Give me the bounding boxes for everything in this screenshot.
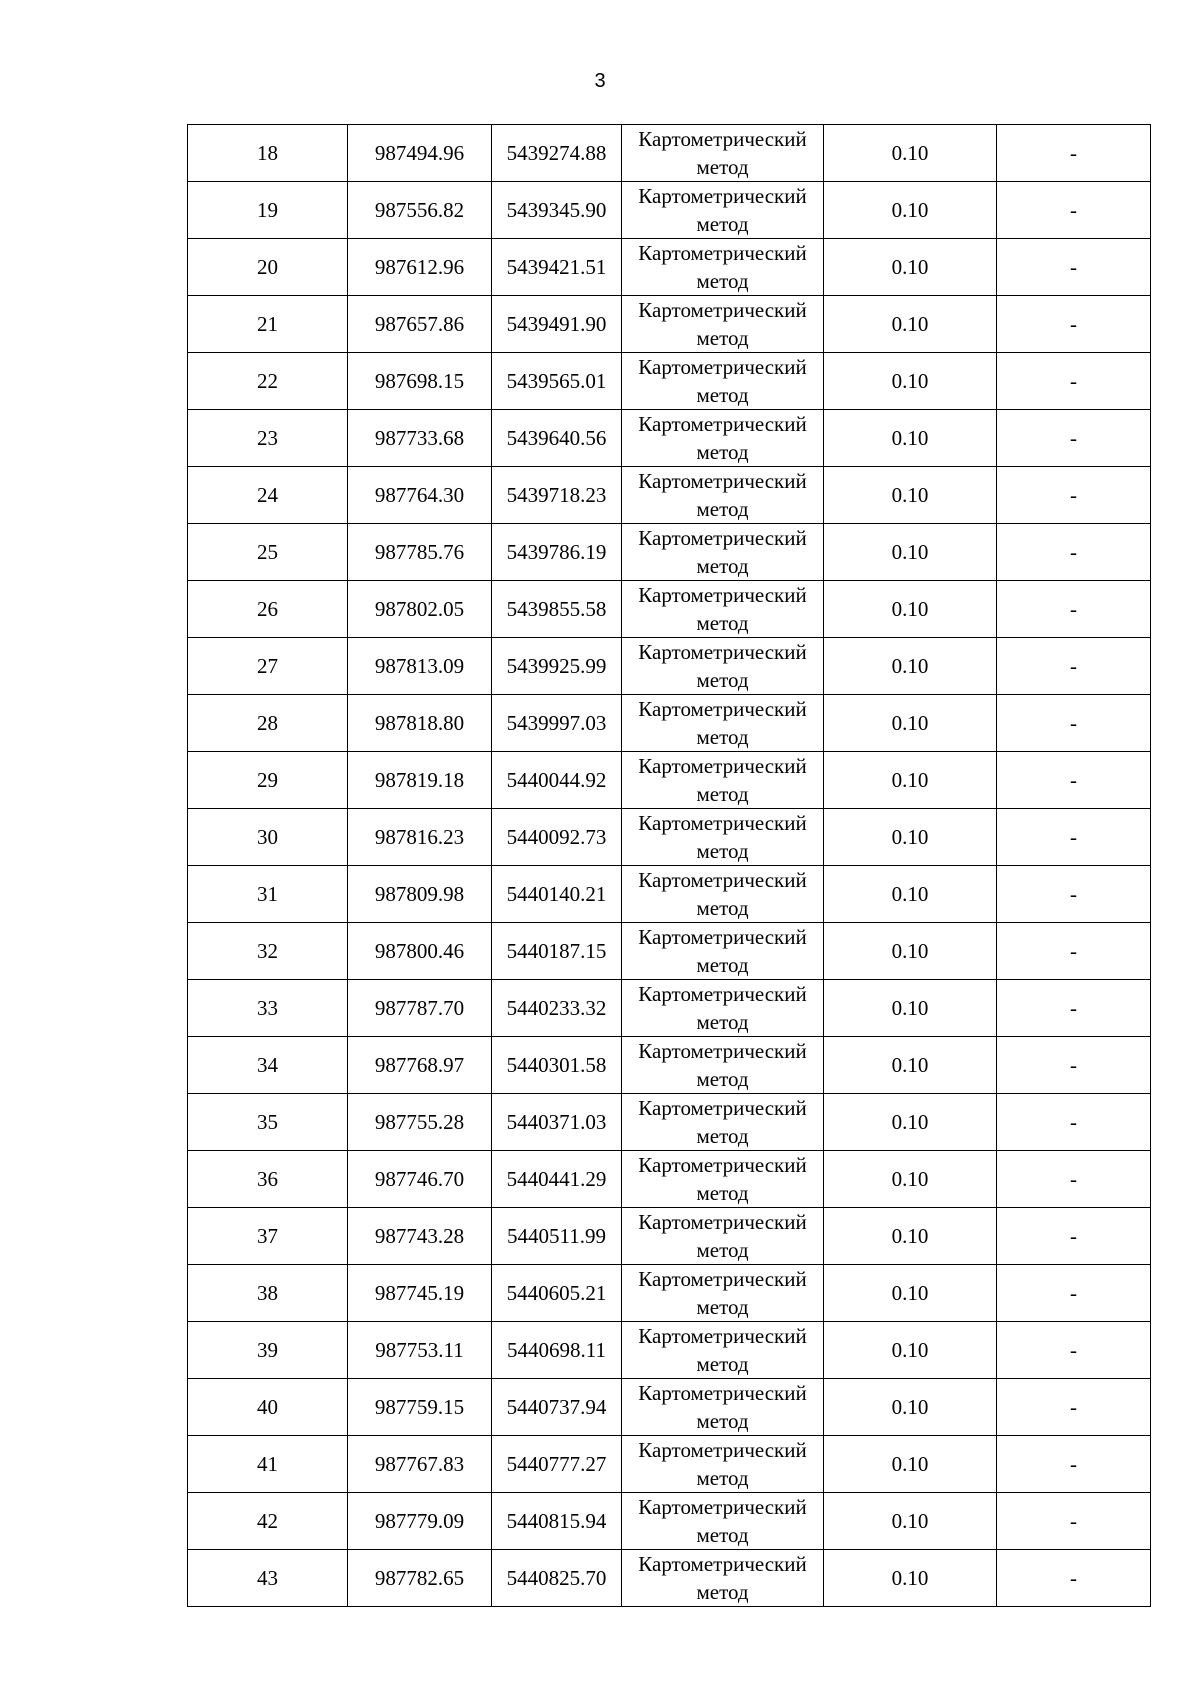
note-cell: - (997, 581, 1151, 638)
accuracy-cell: 0.10 (824, 182, 997, 239)
note-cell: - (997, 923, 1151, 980)
note-cell: - (997, 1265, 1151, 1322)
point-number-cell: 43 (188, 1550, 348, 1607)
method-line-2: метод (696, 383, 749, 407)
point-number-cell: 42 (188, 1493, 348, 1550)
method-cell (622, 923, 824, 980)
point-number-cell: 39 (188, 1322, 348, 1379)
method-line-1: Картометрический (638, 241, 807, 265)
method-cell (622, 1436, 824, 1493)
method-cell (622, 1265, 824, 1322)
note-cell: - (997, 1208, 1151, 1265)
accuracy-cell: 0.10 (824, 353, 997, 410)
method-line-1: Картометрический (638, 1210, 807, 1234)
method-line-1: Картометрический (638, 697, 807, 721)
table-row (188, 467, 1151, 524)
point-number-cell: 37 (188, 1208, 348, 1265)
method-cell (622, 1493, 824, 1550)
method-line-2: метод (696, 212, 749, 236)
method-line-2: метод (696, 1124, 749, 1148)
method-cell (622, 353, 824, 410)
method-line-1: Картометрический (638, 1438, 807, 1462)
method-line-1: Картометрический (638, 1153, 807, 1177)
x-coordinate-cell: 987768.97 (348, 1037, 492, 1094)
table-row (188, 524, 1151, 581)
note-cell: - (997, 524, 1151, 581)
point-number-cell: 28 (188, 695, 348, 752)
method-line-1: Картометрический (638, 811, 807, 835)
y-coordinate-cell: 5440140.21 (492, 866, 622, 923)
y-coordinate-cell: 5439997.03 (492, 695, 622, 752)
method-line-2: метод (696, 1409, 749, 1433)
method-line-2: метод (696, 1466, 749, 1490)
point-number-cell: 20 (188, 239, 348, 296)
x-coordinate-cell: 987816.23 (348, 809, 492, 866)
method-cell (622, 1037, 824, 1094)
table-row (188, 1151, 1151, 1208)
point-number-cell: 35 (188, 1094, 348, 1151)
method-cell (622, 239, 824, 296)
accuracy-cell: 0.10 (824, 809, 997, 866)
x-coordinate-cell: 987764.30 (348, 467, 492, 524)
method-line-2: метод (696, 839, 749, 863)
accuracy-cell: 0.10 (824, 695, 997, 752)
method-cell (622, 866, 824, 923)
note-cell: - (997, 1037, 1151, 1094)
y-coordinate-cell: 5440511.99 (492, 1208, 622, 1265)
point-number-cell: 22 (188, 353, 348, 410)
note-cell: - (997, 296, 1151, 353)
table-row (188, 1265, 1151, 1322)
table-row (188, 1550, 1151, 1607)
point-number-cell: 41 (188, 1436, 348, 1493)
method-cell (622, 752, 824, 809)
table-row (188, 1379, 1151, 1436)
x-coordinate-cell: 987733.68 (348, 410, 492, 467)
method-line-1: Картометрический (638, 1552, 807, 1576)
accuracy-cell: 0.10 (824, 1037, 997, 1094)
page-number: 3 (594, 70, 606, 92)
method-line-1: Картометрический (638, 1039, 807, 1063)
y-coordinate-cell: 5440441.29 (492, 1151, 622, 1208)
note-cell: - (997, 125, 1151, 182)
method-line-1: Картометрический (638, 640, 807, 664)
table-row (188, 638, 1151, 695)
point-number-cell: 23 (188, 410, 348, 467)
note-cell: - (997, 1493, 1151, 1550)
point-number-cell: 18 (188, 125, 348, 182)
note-cell: - (997, 980, 1151, 1037)
x-coordinate-cell: 987767.83 (348, 1436, 492, 1493)
point-number-cell: 40 (188, 1379, 348, 1436)
method-line-2: метод (696, 953, 749, 977)
point-number-cell: 31 (188, 866, 348, 923)
accuracy-cell: 0.10 (824, 1550, 997, 1607)
x-coordinate-cell: 987818.80 (348, 695, 492, 752)
y-coordinate-cell: 5439855.58 (492, 581, 622, 638)
x-coordinate-cell: 987612.96 (348, 239, 492, 296)
x-coordinate-cell: 987759.15 (348, 1379, 492, 1436)
point-number-cell: 25 (188, 524, 348, 581)
point-number-cell: 34 (188, 1037, 348, 1094)
table-row (188, 1322, 1151, 1379)
method-line-1: Картометрический (638, 1495, 807, 1519)
table-row (188, 695, 1151, 752)
method-line-1: Картометрический (638, 1324, 807, 1348)
point-number-cell: 21 (188, 296, 348, 353)
y-coordinate-cell: 5440605.21 (492, 1265, 622, 1322)
y-coordinate-cell: 5440698.11 (492, 1322, 622, 1379)
y-coordinate-cell: 5439640.56 (492, 410, 622, 467)
method-line-1: Картометрический (638, 298, 807, 322)
note-cell: - (997, 809, 1151, 866)
method-line-2: метод (696, 1580, 749, 1604)
method-line-1: Картометрический (638, 868, 807, 892)
method-line-2: метод (696, 1181, 749, 1205)
y-coordinate-cell: 5439718.23 (492, 467, 622, 524)
x-coordinate-cell: 987787.70 (348, 980, 492, 1037)
accuracy-cell: 0.10 (824, 467, 997, 524)
accuracy-cell: 0.10 (824, 410, 997, 467)
table-row (188, 923, 1151, 980)
point-number-cell: 26 (188, 581, 348, 638)
accuracy-cell: 0.10 (824, 1094, 997, 1151)
table-row (188, 239, 1151, 296)
table-row (188, 1493, 1151, 1550)
table-row (188, 1436, 1151, 1493)
point-number-cell: 38 (188, 1265, 348, 1322)
x-coordinate-cell: 987809.98 (348, 866, 492, 923)
x-coordinate-cell: 987802.05 (348, 581, 492, 638)
accuracy-cell: 0.10 (824, 1151, 997, 1208)
method-line-1: Картометрический (638, 127, 807, 151)
accuracy-cell: 0.10 (824, 296, 997, 353)
table-row (188, 125, 1151, 182)
point-number-cell: 29 (188, 752, 348, 809)
method-cell (622, 467, 824, 524)
method-line-2: метод (696, 1295, 749, 1319)
x-coordinate-cell: 987782.65 (348, 1550, 492, 1607)
method-cell (622, 809, 824, 866)
method-line-2: метод (696, 896, 749, 920)
method-line-1: Картометрический (638, 1381, 807, 1405)
point-number-cell: 33 (188, 980, 348, 1037)
note-cell: - (997, 695, 1151, 752)
point-number-cell: 27 (188, 638, 348, 695)
y-coordinate-cell: 5440371.03 (492, 1094, 622, 1151)
method-line-2: метод (696, 269, 749, 293)
method-cell (622, 581, 824, 638)
x-coordinate-cell: 987800.46 (348, 923, 492, 980)
method-cell (622, 980, 824, 1037)
method-line-1: Картометрический (638, 583, 807, 607)
note-cell: - (997, 410, 1151, 467)
method-line-2: метод (696, 1067, 749, 1091)
x-coordinate-cell: 987779.09 (348, 1493, 492, 1550)
method-cell (622, 1322, 824, 1379)
x-coordinate-cell: 987753.11 (348, 1322, 492, 1379)
x-coordinate-cell: 987743.28 (348, 1208, 492, 1265)
method-line-1: Картометрический (638, 925, 807, 949)
accuracy-cell: 0.10 (824, 1265, 997, 1322)
accuracy-cell: 0.10 (824, 239, 997, 296)
note-cell: - (997, 353, 1151, 410)
method-cell (622, 638, 824, 695)
method-cell (622, 695, 824, 752)
point-number-cell: 30 (188, 809, 348, 866)
x-coordinate-cell: 987785.76 (348, 524, 492, 581)
method-line-2: метод (696, 668, 749, 692)
y-coordinate-cell: 5440187.15 (492, 923, 622, 980)
table-row (188, 1208, 1151, 1265)
table-row (188, 581, 1151, 638)
table-row (188, 752, 1151, 809)
note-cell: - (997, 1094, 1151, 1151)
method-line-2: метод (696, 725, 749, 749)
method-line-2: метод (696, 1523, 749, 1547)
point-number-cell: 19 (188, 182, 348, 239)
accuracy-cell: 0.10 (824, 524, 997, 581)
y-coordinate-cell: 5440815.94 (492, 1493, 622, 1550)
method-cell (622, 524, 824, 581)
x-coordinate-cell: 987556.82 (348, 182, 492, 239)
method-cell (622, 1379, 824, 1436)
note-cell: - (997, 1379, 1151, 1436)
method-line-1: Картометрический (638, 1096, 807, 1120)
table-row (188, 353, 1151, 410)
y-coordinate-cell: 5439565.01 (492, 353, 622, 410)
note-cell: - (997, 1550, 1151, 1607)
point-number-cell: 36 (188, 1151, 348, 1208)
y-coordinate-cell: 5440777.27 (492, 1436, 622, 1493)
accuracy-cell: 0.10 (824, 866, 997, 923)
table-row (188, 1094, 1151, 1151)
y-coordinate-cell: 5440737.94 (492, 1379, 622, 1436)
accuracy-cell: 0.10 (824, 1208, 997, 1265)
y-coordinate-cell: 5440233.32 (492, 980, 622, 1037)
y-coordinate-cell: 5439345.90 (492, 182, 622, 239)
table-row (188, 410, 1151, 467)
accuracy-cell: 0.10 (824, 1379, 997, 1436)
method-cell (622, 1208, 824, 1265)
method-line-2: метод (696, 1352, 749, 1376)
method-line-2: метод (696, 326, 749, 350)
accuracy-cell: 0.10 (824, 1322, 997, 1379)
y-coordinate-cell: 5440092.73 (492, 809, 622, 866)
x-coordinate-cell: 987819.18 (348, 752, 492, 809)
method-cell (622, 1550, 824, 1607)
table-body (188, 125, 1151, 1607)
accuracy-cell: 0.10 (824, 923, 997, 980)
method-line-2: метод (696, 611, 749, 635)
table-row (188, 866, 1151, 923)
method-line-2: метод (696, 782, 749, 806)
method-line-2: метод (696, 1238, 749, 1262)
method-line-1: Картометрический (638, 469, 807, 493)
x-coordinate-cell: 987755.28 (348, 1094, 492, 1151)
note-cell: - (997, 866, 1151, 923)
x-coordinate-cell: 987745.19 (348, 1265, 492, 1322)
method-cell (622, 1151, 824, 1208)
point-number-cell: 24 (188, 467, 348, 524)
note-cell: - (997, 752, 1151, 809)
method-line-1: Картометрический (638, 355, 807, 379)
table-row (188, 182, 1151, 239)
note-cell: - (997, 182, 1151, 239)
method-line-1: Картометрический (638, 526, 807, 550)
accuracy-cell: 0.10 (824, 1436, 997, 1493)
accuracy-cell: 0.10 (824, 980, 997, 1037)
note-cell: - (997, 1322, 1151, 1379)
x-coordinate-cell: 987813.09 (348, 638, 492, 695)
coordinates-table (187, 124, 1151, 1607)
x-coordinate-cell: 987657.86 (348, 296, 492, 353)
x-coordinate-cell: 987494.96 (348, 125, 492, 182)
method-cell (622, 1094, 824, 1151)
method-line-2: метод (696, 554, 749, 578)
method-line-1: Картометрический (638, 412, 807, 436)
method-line-2: метод (696, 155, 749, 179)
table-row (188, 1037, 1151, 1094)
table-row (188, 980, 1151, 1037)
note-cell: - (997, 638, 1151, 695)
method-cell (622, 182, 824, 239)
note-cell: - (997, 1436, 1151, 1493)
method-line-1: Картометрический (638, 184, 807, 208)
point-number-cell: 32 (188, 923, 348, 980)
y-coordinate-cell: 5439491.90 (492, 296, 622, 353)
x-coordinate-cell: 987746.70 (348, 1151, 492, 1208)
y-coordinate-cell: 5439925.99 (492, 638, 622, 695)
y-coordinate-cell: 5440301.58 (492, 1037, 622, 1094)
method-line-2: метод (696, 497, 749, 521)
note-cell: - (997, 467, 1151, 524)
y-coordinate-cell: 5439274.88 (492, 125, 622, 182)
method-cell (622, 410, 824, 467)
table-row (188, 809, 1151, 866)
y-coordinate-cell: 5439786.19 (492, 524, 622, 581)
accuracy-cell: 0.10 (824, 581, 997, 638)
note-cell: - (997, 239, 1151, 296)
y-coordinate-cell: 5440044.92 (492, 752, 622, 809)
method-line-1: Картометрический (638, 982, 807, 1006)
method-line-2: метод (696, 440, 749, 464)
accuracy-cell: 0.10 (824, 125, 997, 182)
y-coordinate-cell: 5439421.51 (492, 239, 622, 296)
method-cell (622, 296, 824, 353)
method-cell (622, 125, 824, 182)
accuracy-cell: 0.10 (824, 638, 997, 695)
accuracy-cell: 0.10 (824, 752, 997, 809)
y-coordinate-cell: 5440825.70 (492, 1550, 622, 1607)
x-coordinate-cell: 987698.15 (348, 353, 492, 410)
method-line-2: метод (696, 1010, 749, 1034)
table-row (188, 296, 1151, 353)
accuracy-cell: 0.10 (824, 1493, 997, 1550)
method-line-1: Картометрический (638, 1267, 807, 1291)
note-cell: - (997, 1151, 1151, 1208)
method-line-1: Картометрический (638, 754, 807, 778)
